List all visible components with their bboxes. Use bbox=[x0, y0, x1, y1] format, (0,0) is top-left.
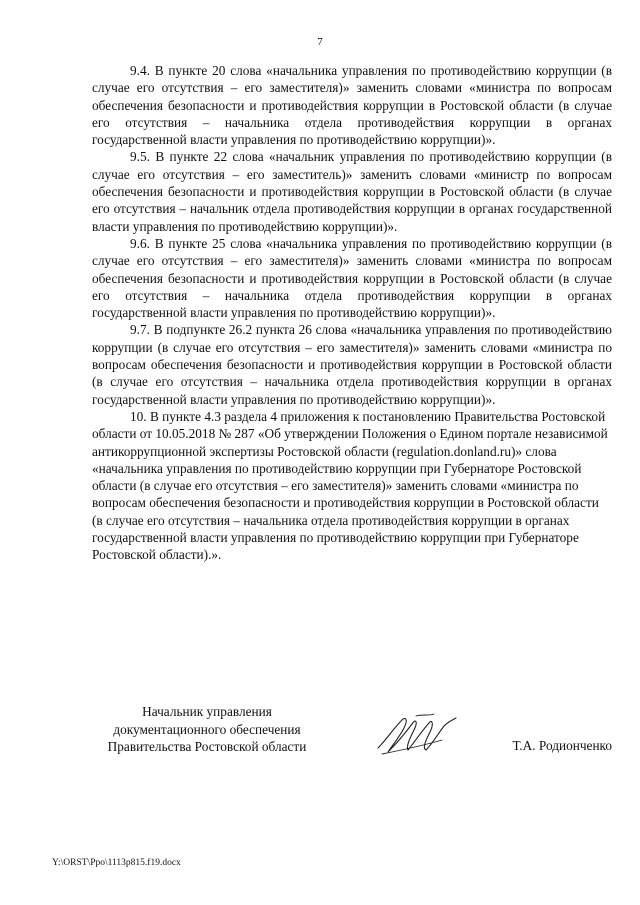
signatory-name: Т.А. Родионченко bbox=[512, 738, 612, 753]
signatory-position bbox=[92, 703, 322, 756]
file-path-footer: Y:\ORST\Ppo\1113p815.f19.docx bbox=[52, 858, 181, 868]
position-line: документационного обеспечения bbox=[113, 721, 301, 737]
paragraph-9-5: 9.5. В пункте 22 слова «начальник управления по противодействию коррупции (в случае его отсутствия – его заместитель)» заменить словами «министр по вопросам обеспечения безопасности и противодействия коррупции в Ростовской области (в случае его отсутствия – начальник отдела противодействия коррупции в органах государственной власти управления по противодействию коррупции)». bbox=[92, 149, 612, 234]
page-number: 7 bbox=[317, 36, 323, 48]
handwritten-signature bbox=[372, 710, 462, 760]
paragraph-10: 10. В пункте 4.3 раздела 4 приложения к постановлению Правительства Ростовской области от 10.05.2018 № 287 «Об утверждении Положения о Едином портале независимой антикоррупционной экспертизы Ростовской области (regulation.donland.ru)» слова «начальника управления по противодействию коррупции при Губернаторе Ростовской области (в случае его отсутствия – его заместителя)» заменить словами «министра по вопросам обеспечения безопасности и противодействия коррупции в Ростовской области (в случае его отсутствия – начальника отдела противодействия коррупции в органах государственной власти управления по противодействию коррупции при Губернаторе Ростовской области).». bbox=[92, 408, 608, 563]
paragraph-9-7: 9.7. В подпункте 26.2 пункта 26 слова «начальника управления по противодействию коррупции (в случае его отсутствия – его заместителя)» заменить словами «министра по вопросам обеспечения безопасности и противодействия коррупции в Ростовской области (в случае его отсутствия – начальника отдела противодействия коррупции в органах государственной власти управления по противодействию коррупции)». bbox=[92, 322, 612, 407]
document-body bbox=[92, 62, 612, 564]
position-line: Правительства Ростовской области bbox=[107, 739, 307, 754]
paragraph-9-6: 9.6. В пункте 25 слова «начальника управления по противодействию коррупции (в случае его отсутствия – его заместителя)» заменить словами «министра по вопросам обеспечения безопасности и противодействия коррупции в Ростовской области (в случае его отсутствия – начальника отдела противодействия коррупции в органах государственной власти управления по противодействию коррупции)». bbox=[92, 235, 612, 321]
signature-block bbox=[92, 688, 612, 778]
paragraph-9-4: 9.4. В пункте 20 слова «начальника управления по противодействию коррупции (в случае его отсутствия – его заместителя)» заменить словами «министра по вопросам обеспечения безопасности и противодействия коррупции в Ростовской области (в случае его отсутствия – начальника отдела противодействия коррупции в органах государственной власти управления по противодействию коррупции)». bbox=[92, 63, 612, 148]
position-line: Начальник управления bbox=[142, 704, 272, 719]
